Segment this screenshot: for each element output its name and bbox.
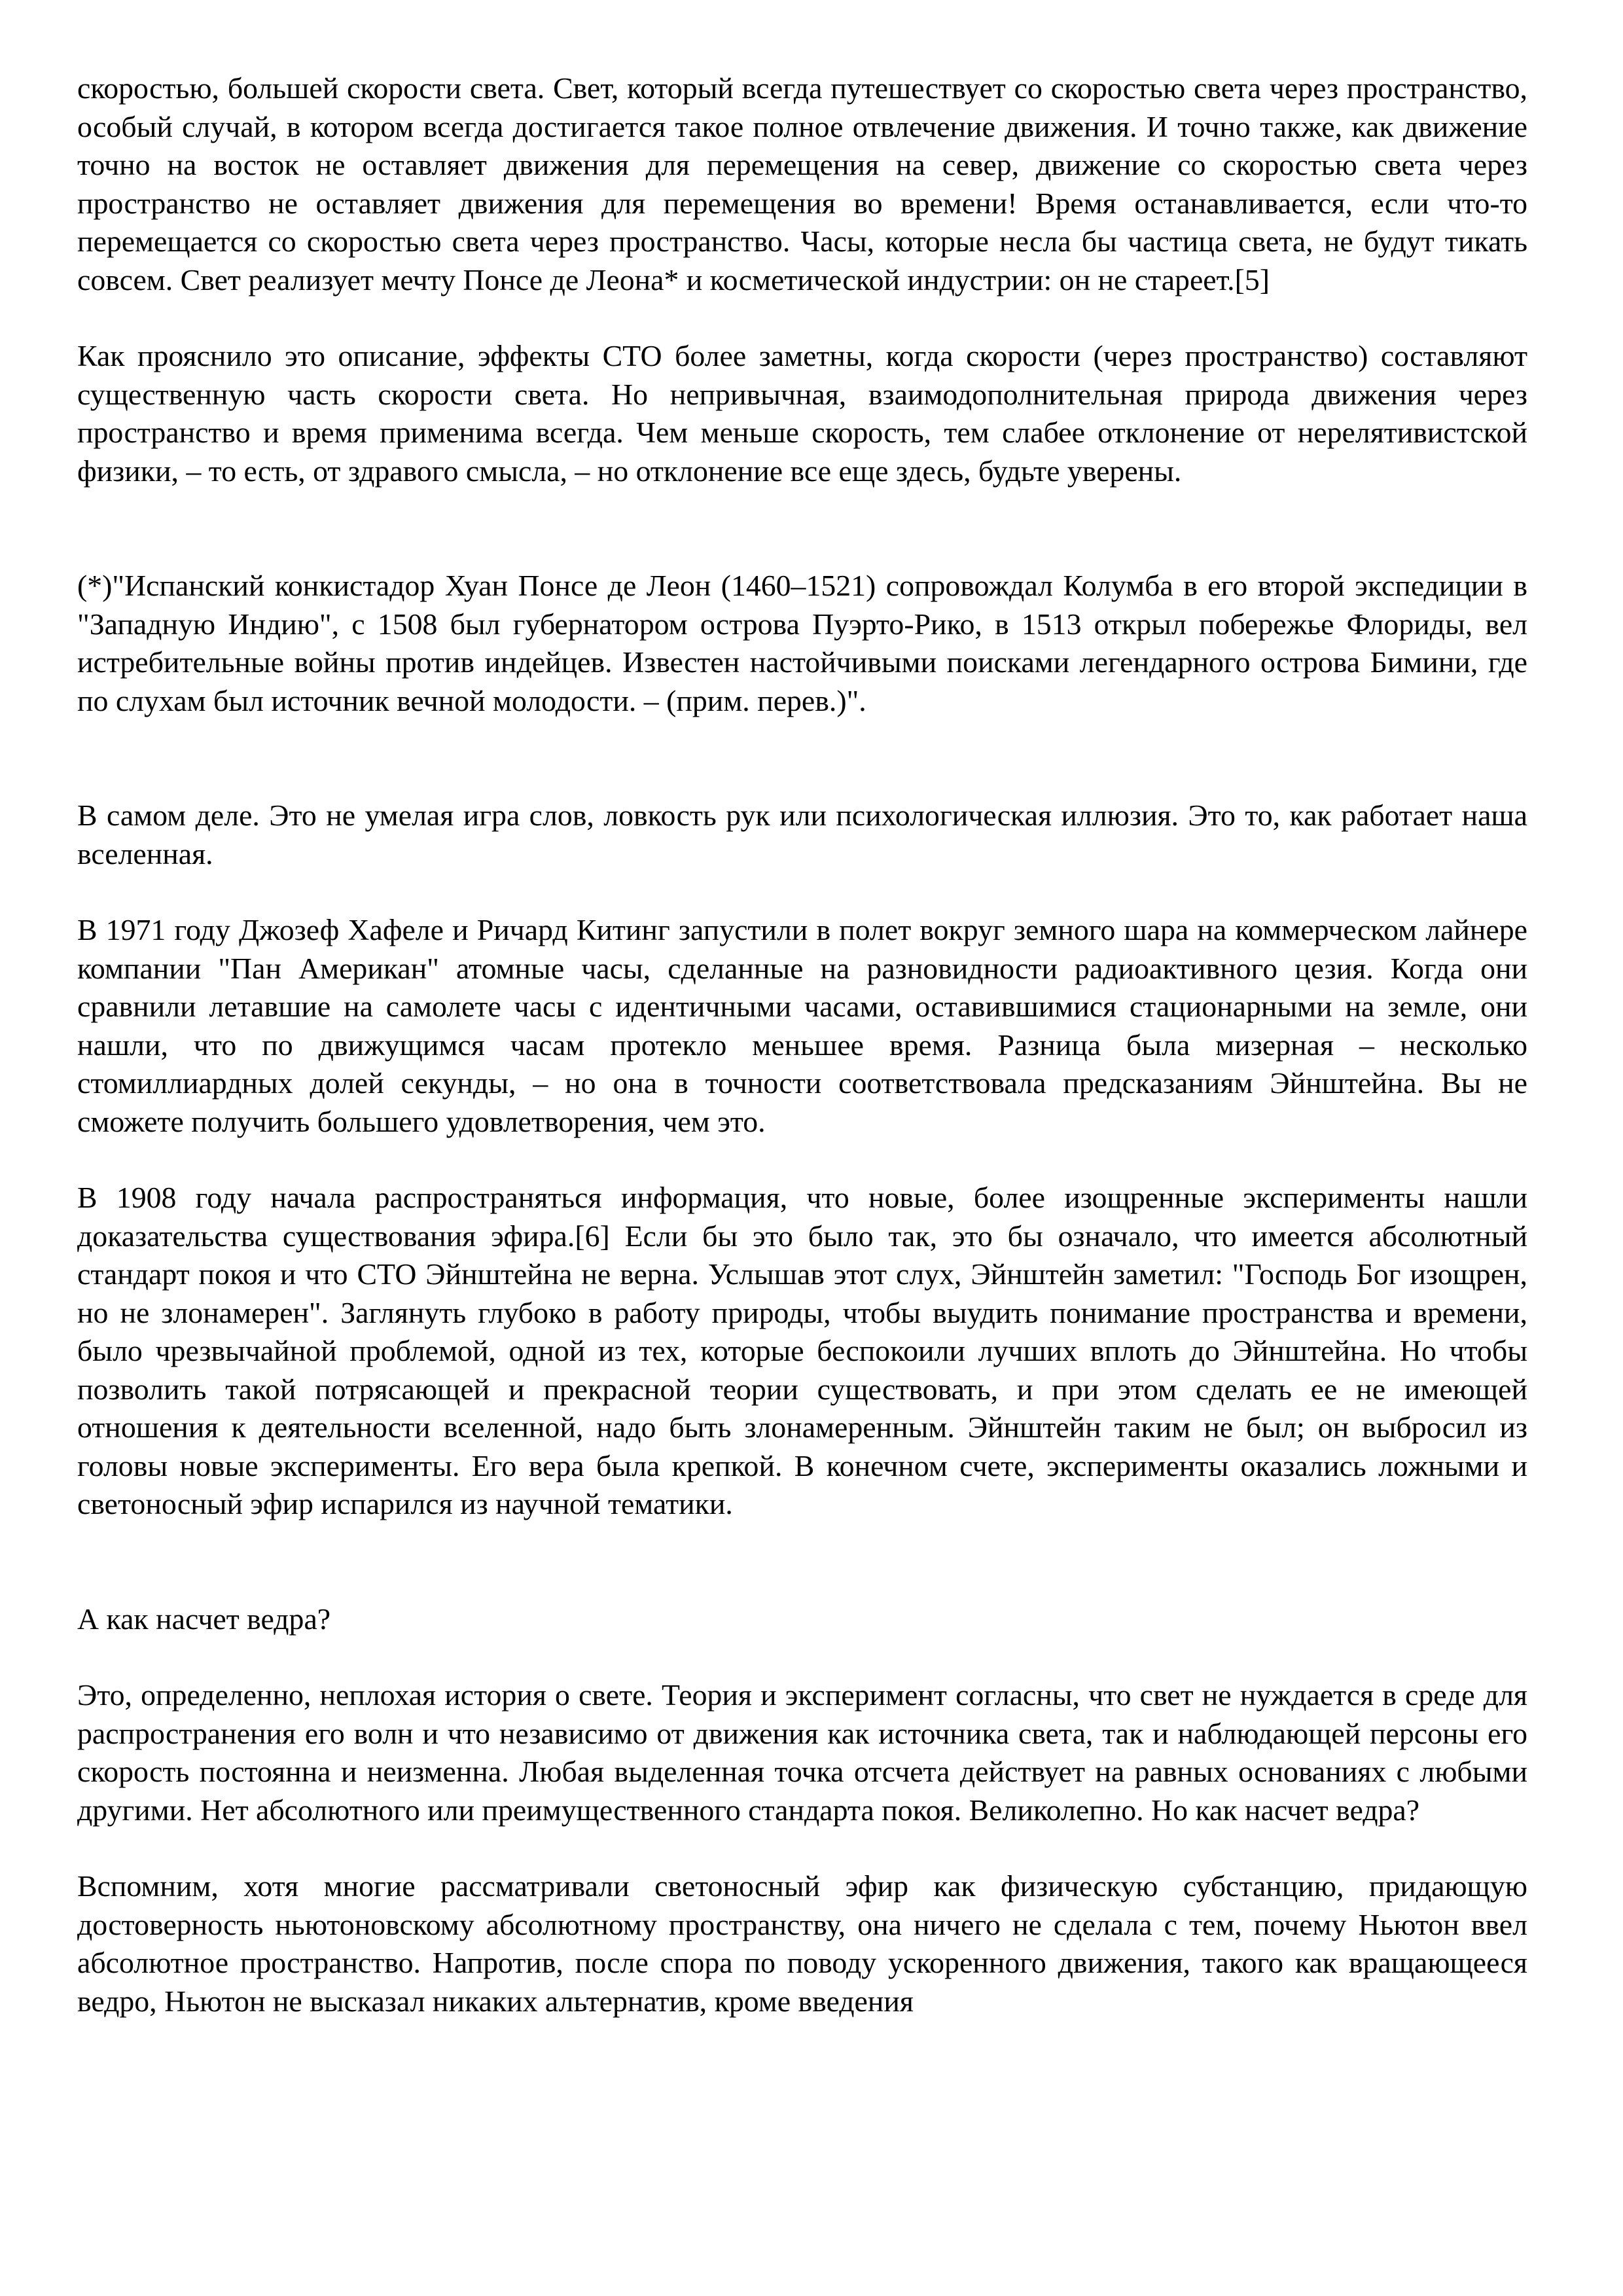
paragraph-light-story: Это, определенно, неплохая история о свете. Теория и эксперимент согласны, что свет не нуждается в среде для распространения его волн и что независимо от движения как источника света, так и наблюдающей персоны его скорость постоянна и неизменна. Любая выделенная точка отсчета действует на равных основаниях с любыми другими. Нет абсолютного или преимущественного стандарта покоя. Великолепно. Но как насчет ведра? (77, 1678, 1527, 1827)
paragraph-spacer (77, 1638, 1527, 1676)
paragraph-newton-absolute-space: Вспомним, хотя многие рассматривали светоносный эфир как физическую субстанцию, придающую достоверность ньютоновскому абсолютному пространству, она ничего не сделала с тем, почему Ньютон ввел абсолютное пространство. Напротив, после спора по поводу ускоренного движения, такого как вращающееся ведро, Ньютон не высказал никаких альтернатив, кроме введения (77, 1869, 1527, 2018)
paragraph-universe-works: В самом деле. Это не умелая игра слов, ловкость рук или психологическая иллюзия. Это то, как работает наша вселенная. (77, 798, 1527, 870)
paragraph-spacer (77, 1829, 1527, 1867)
paragraph-spacer (77, 490, 1527, 567)
paragraph-spacer (77, 1524, 1527, 1600)
paragraph-spacer (77, 299, 1527, 337)
paragraph-spacer (77, 1141, 1527, 1179)
section-heading-bucket: А как насчет ведра? (77, 1602, 331, 1636)
paragraph-hafele-keating: В 1971 году Джозеф Хафеле и Ричард Китинг запустили в полет вокруг земного шара на коммерческом лайнере компании "Пан Американ" атомные часы, сделанные на разновидности радиоактивного цезия. Когда они сравнили летавшие на самолете часы с идентичными часами, оставившимися стационарными на земле, они нашли, что по движущимся часам протекло меньшее время. Разница была мизерная – несколько стомиллиардных долей секунды, – но она в точности соответствовала предсказаниям Эйнштейна. Вы не сможете получить большего удовлетворения, чем это. (77, 913, 1527, 1138)
paragraph-ether-1908: В 1908 году начала распространяться информация, что новые, более изощренные эксперименты нашли доказательства существования эфира.[6] Если бы это было так, это бы означало, что имеется абсолютный стандарт покоя и что СТО Эйнштейна не верна. Услышав этот слух, Эйнштейн заметил: "Господь Бог изощрен, но не злонамерен". Заглянуть глубоко в работу природы, чтобы выудить понимание пространства и времени, было чрезвычайной проблемой, одной из тех, которые беспокоили лучших вплоть до Эйнштейна. Но чтобы позволить такой потрясающей и прекрасной теории существовать, и при этом сделать ее не имеющей отношения к деятельности вселенной, надо быть злонамеренным. Эйнштейн таким не был; он выбросил из головы новые эксперименты. Его вера была крепкой. В конечном счете, эксперименты оказались ложными и светоносный эфир испарился из научной тематики. (77, 1181, 1527, 1520)
paragraph-sto-effects: Как прояснило это описание, эффекты СТО более заметны, когда скорости (через пространство) составляют существенную часть скорости света. Но непривычная, взаимодополнительная природа движения через пространство и время применима всегда. Чем меньше скорость, тем слабее отклонение от нерелятивистской физики, – то есть, от здравого смысла, – но отклонение все еще здесь, будьте уверены. (77, 339, 1527, 488)
paragraph-spacer (77, 873, 1527, 911)
paragraph-speed-of-light: скоростью, большей скорости света. Свет, который всегда путешествует со скоростью света через пространство, особый случай, в котором всегда достигается такое полное отвлечение движения. И точно также, как движение точно на восток не оставляет движения для перемещения на север, движение со скоростью света через пространство не оставляет движения для перемещения во времени! Время останавливается, если что-то перемещается со скоростью света через пространство. Часы, которые несла бы частица света, не будут тикать совсем. Свет реализует мечту Понсе де Леона* и косметической индустрии: он не стареет.[5] (77, 71, 1527, 296)
footnote-ponce-de-leon: (*)"Испанский конкистадор Хуан Понсе де Леон (1460–1521) сопровождал Колумба в его второй экспедиции в "Западную Индию", с 1508 был губернатором острова Пуэрто-Рико, в 1513 открыл побережье Флориды, вел истребительные войны против индейцев. Известен настойчивыми поисками легендарного острова Бимини, где по слухам был источник вечной молодости. – (прим. перев.)". (77, 569, 1527, 717)
document-page (77, 69, 1527, 2020)
paragraph-spacer (77, 720, 1527, 797)
